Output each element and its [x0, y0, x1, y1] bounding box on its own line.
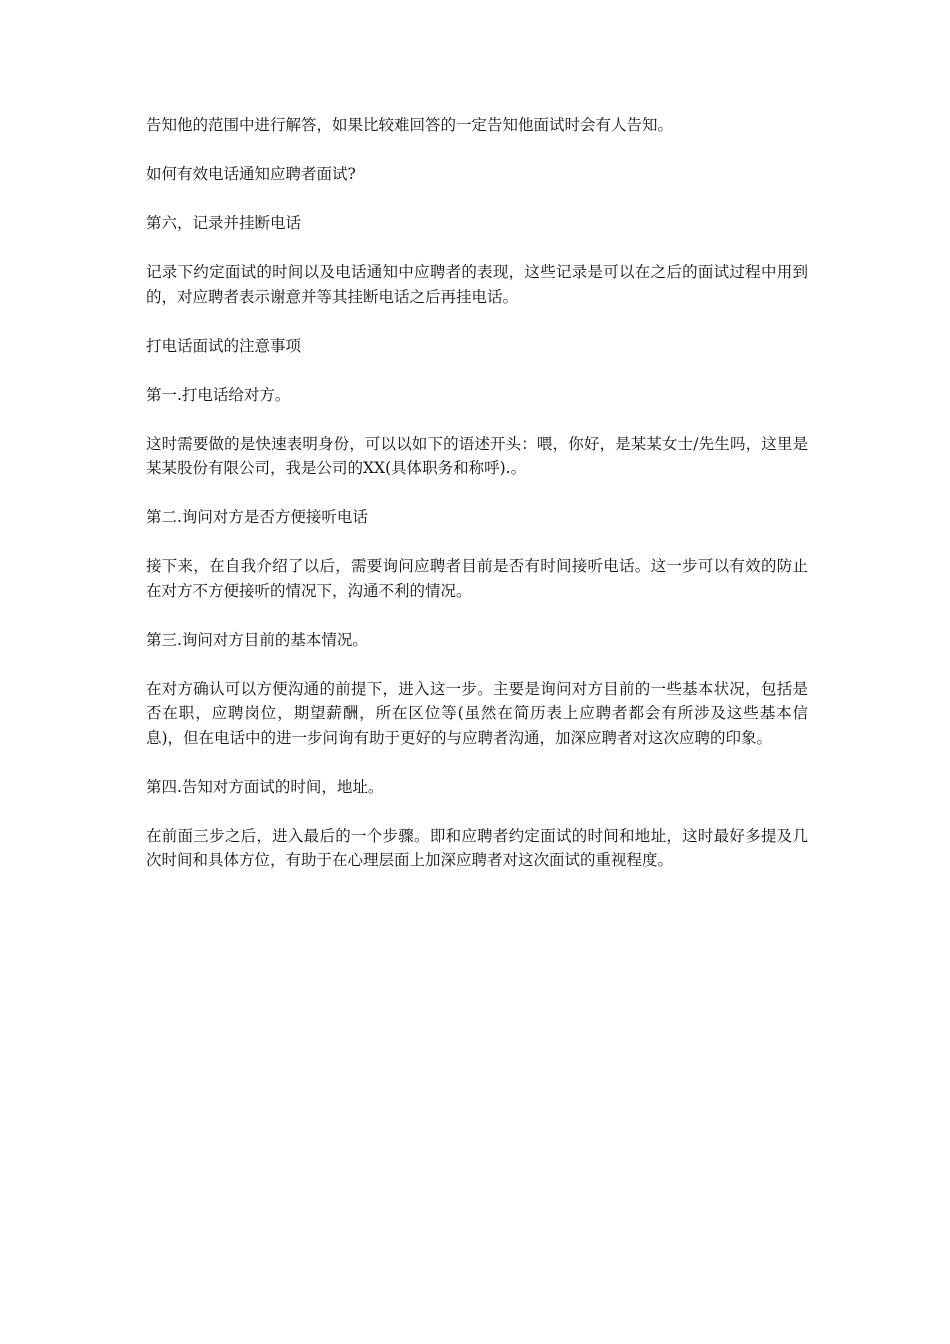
heading-phone-interview-notes: 打电话面试的注意事项 [146, 336, 302, 355]
paragraph-ask-convenience: 接下来，在自我介绍了以后，需要询问应聘者目前是否有时间接听电话。这一步可以有效的防止在对方不方便接听的情况下，沟通不利的情况。 [146, 557, 808, 600]
paragraph-time-and-address: 在前面三步之后，进入最后的一个步骤。即和应聘者约定面试的时间和地址，这时最好多提及几次时间和具体方位，有助于在心理层面上加深应聘者对这次面试的重视程度。 [146, 826, 808, 869]
paragraph-answer-scope: 告知他的范围中进行解答，如果比较难回答的一定告知他面试时会有人告知。 [146, 116, 674, 134]
heading-how-to-notify: 如何有效电话通知应聘者面试? [146, 165, 356, 183]
document-body [146, 113, 808, 897]
heading-step-one: 第一.打电话给对方。 [146, 385, 291, 404]
heading-step-three: 第三.询问对方目前的基本情况。 [146, 630, 368, 649]
heading-step-four: 第四.告知对方面试的时间，地址。 [146, 777, 384, 796]
paragraph-basic-situation: 在对方确认可以方便沟通的前提下，进入这一步。主要是询问对方目前的一些基本状况，包括是否在职，应聘岗位，期望薪酬，所在区位等(虽然在简历表上应聘者都会有所涉及这些基本信息)，但在电话中的进一步问询有助于更好的与应聘者沟通，加深应聘者对这次应聘的印象。 [146, 679, 808, 747]
paragraph-introduce-yourself: 这时需要做的是快速表明身份，可以以如下的语述开头：喂，你好，是某某女士/先生吗，这里是某某股份有限公司，我是公司的XX(具体职务和称呼).。 [146, 434, 808, 477]
paragraph-record-and-hang-up: 记录下约定面试的时间以及电话通知中应聘者的表现，这些记录是可以在之后的面试过程中用到的，对应聘者表示谢意并等其挂断电话之后再挂电话。 [146, 263, 808, 306]
heading-step-two: 第二.询问对方是否方便接听电话 [146, 508, 368, 526]
heading-step-six: 第六，记录并挂断电话 [146, 214, 302, 232]
